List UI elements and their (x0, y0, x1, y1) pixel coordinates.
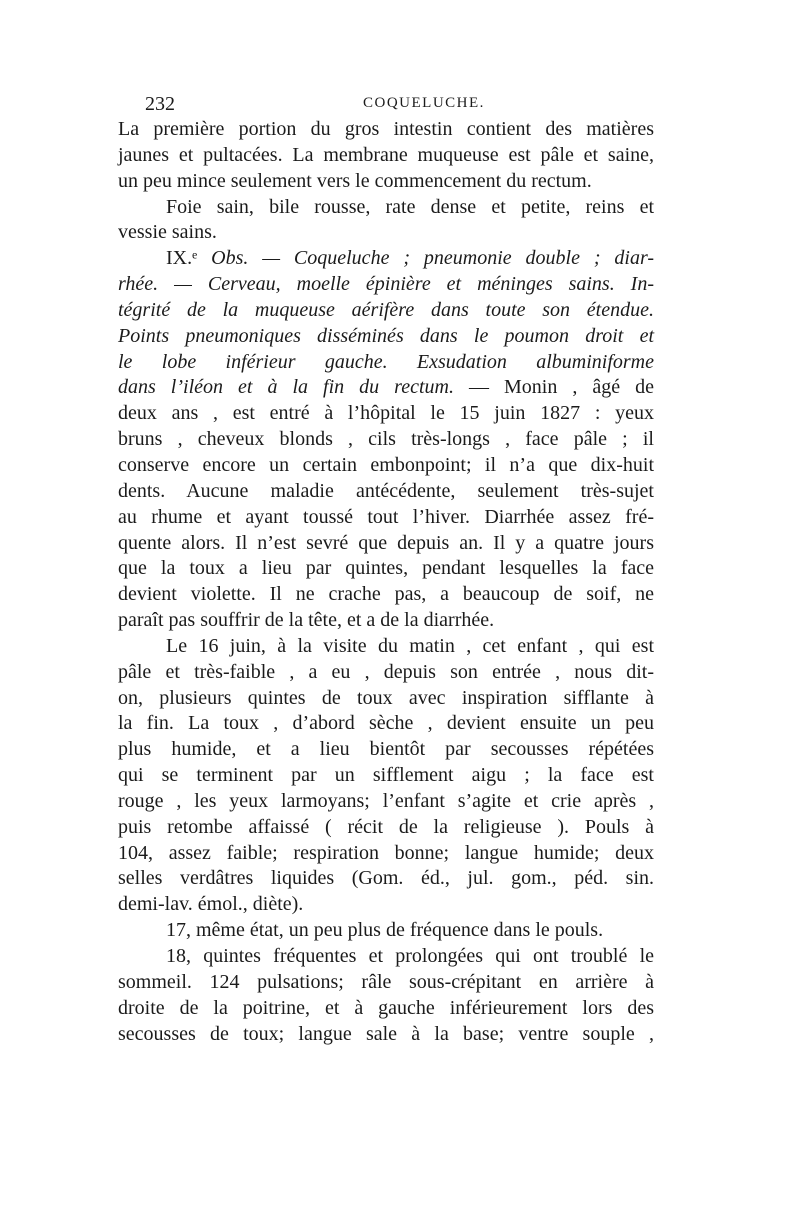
italic-text: Points pneumoniques disséminés dans le poumon droit et (118, 324, 654, 347)
italic-text: le lobe inférieur gauche. Exsudation albuminiforme (118, 350, 654, 373)
roman-text: — Monin , âgé de (453, 376, 654, 399)
text-line (118, 298, 654, 324)
text-line: rouge , les yeux larmoyans; l’enfant s’agite et crie après , (118, 789, 654, 812)
body-text (118, 117, 654, 1047)
text-line: La première portion du gros intestin contient des matières (118, 118, 654, 140)
text-line (118, 324, 654, 350)
italic-text: dans l’iléon et à la fin du rectum. (118, 376, 454, 399)
text-line: au rhume et ayant toussé tout l’hiver. Diarrhée assez fré- (118, 505, 654, 528)
running-title: COQUELUCHE. (363, 95, 485, 111)
text-line: 17, même état, un peu plus de fréquence dans le pouls. (166, 919, 604, 942)
text-line (118, 272, 654, 298)
text-line: Le 16 juin, à la visite du matin , cet enfant , qui est (166, 634, 654, 657)
text-line (118, 246, 654, 272)
text-line: quente alors. Il n’est sevré que depuis an. Il y a quatre jours (118, 531, 654, 554)
text-line: vessie sains. (118, 221, 217, 244)
text-line: bruns , cheveux blonds , cils très-longs , face pâle ; il (118, 428, 654, 451)
text-line (118, 350, 654, 376)
text-line: droite de la poitrine, et à gauche inférieurement lors des (118, 996, 654, 1019)
text-line: 18, quintes fréquentes et prolongées qui ont troublé le (166, 945, 654, 967)
text-line: pâle et très-faible , a eu , depuis son entrée , nous dit- (118, 660, 654, 683)
text-line: puis retombe affaissé ( récit de la religieuse ). Pouls à (118, 815, 654, 838)
italic-text: rhée. — Cerveau, moelle épinière et méninges sains. In- (118, 273, 654, 296)
text-line: Foie sain, bile rousse, rate dense et petite, reins et (166, 195, 654, 218)
text-line: dents. Aucune maladie antécédente, seulement très-sujet (118, 479, 654, 502)
text-line: conserve encore un certain embonpoint; il n’a que dix-huit (118, 453, 654, 476)
text-line: sommeil. 124 pulsations; râle sous-crépitant en arrière à (118, 970, 654, 993)
text-line: deux ans , est entré à l’hôpital le 15 juin 1827 : yeux (118, 402, 654, 425)
observation-number: IX.ᵉ (166, 247, 212, 270)
italic-text: tégrité de la muqueuse aérifère dans toute son étendue. (118, 298, 654, 321)
text-line: que la toux a lieu par quintes, pendant lesquelles la face (118, 557, 654, 580)
text-line: on, plusieurs quintes de toux avec inspiration sifflante à (118, 686, 654, 709)
text-line: 104, assez faible; respiration bonne; langue humide; deux (118, 841, 654, 864)
text-line: devient violette. Il ne crache pas, a beaucoup de soif, ne (118, 583, 654, 606)
italic-text: Obs. — Coqueluche ; pneumonie double ; diar- (211, 247, 654, 270)
text-line: selles verdâtres liquides (Gom. éd., jul. gom., péd. sin. (118, 867, 654, 890)
text-line: paraît pas souffrir de la tête, et a de la diarrhée. (118, 609, 495, 632)
text-line: jaunes et pultacées. La membrane muqueuse est pâle et saine, (118, 143, 654, 166)
text-line: demi-lav. émol., diète). (118, 893, 304, 916)
text-line: un peu mince seulement vers le commencement du rectum. (118, 169, 592, 192)
text-line: secousses de toux; langue sale à la base; ventre souple , (118, 1022, 654, 1045)
text-line: la fin. La toux , d’abord sèche , devient ensuite un peu (118, 712, 654, 735)
text-line (118, 375, 654, 401)
text-line: qui se terminent par un sifflement aigu ; la face est (118, 764, 654, 787)
page-header (145, 93, 665, 117)
text-line: plus humide, et a lieu bientôt par secousses répétées (118, 738, 654, 761)
page-number: 232 (145, 93, 175, 115)
